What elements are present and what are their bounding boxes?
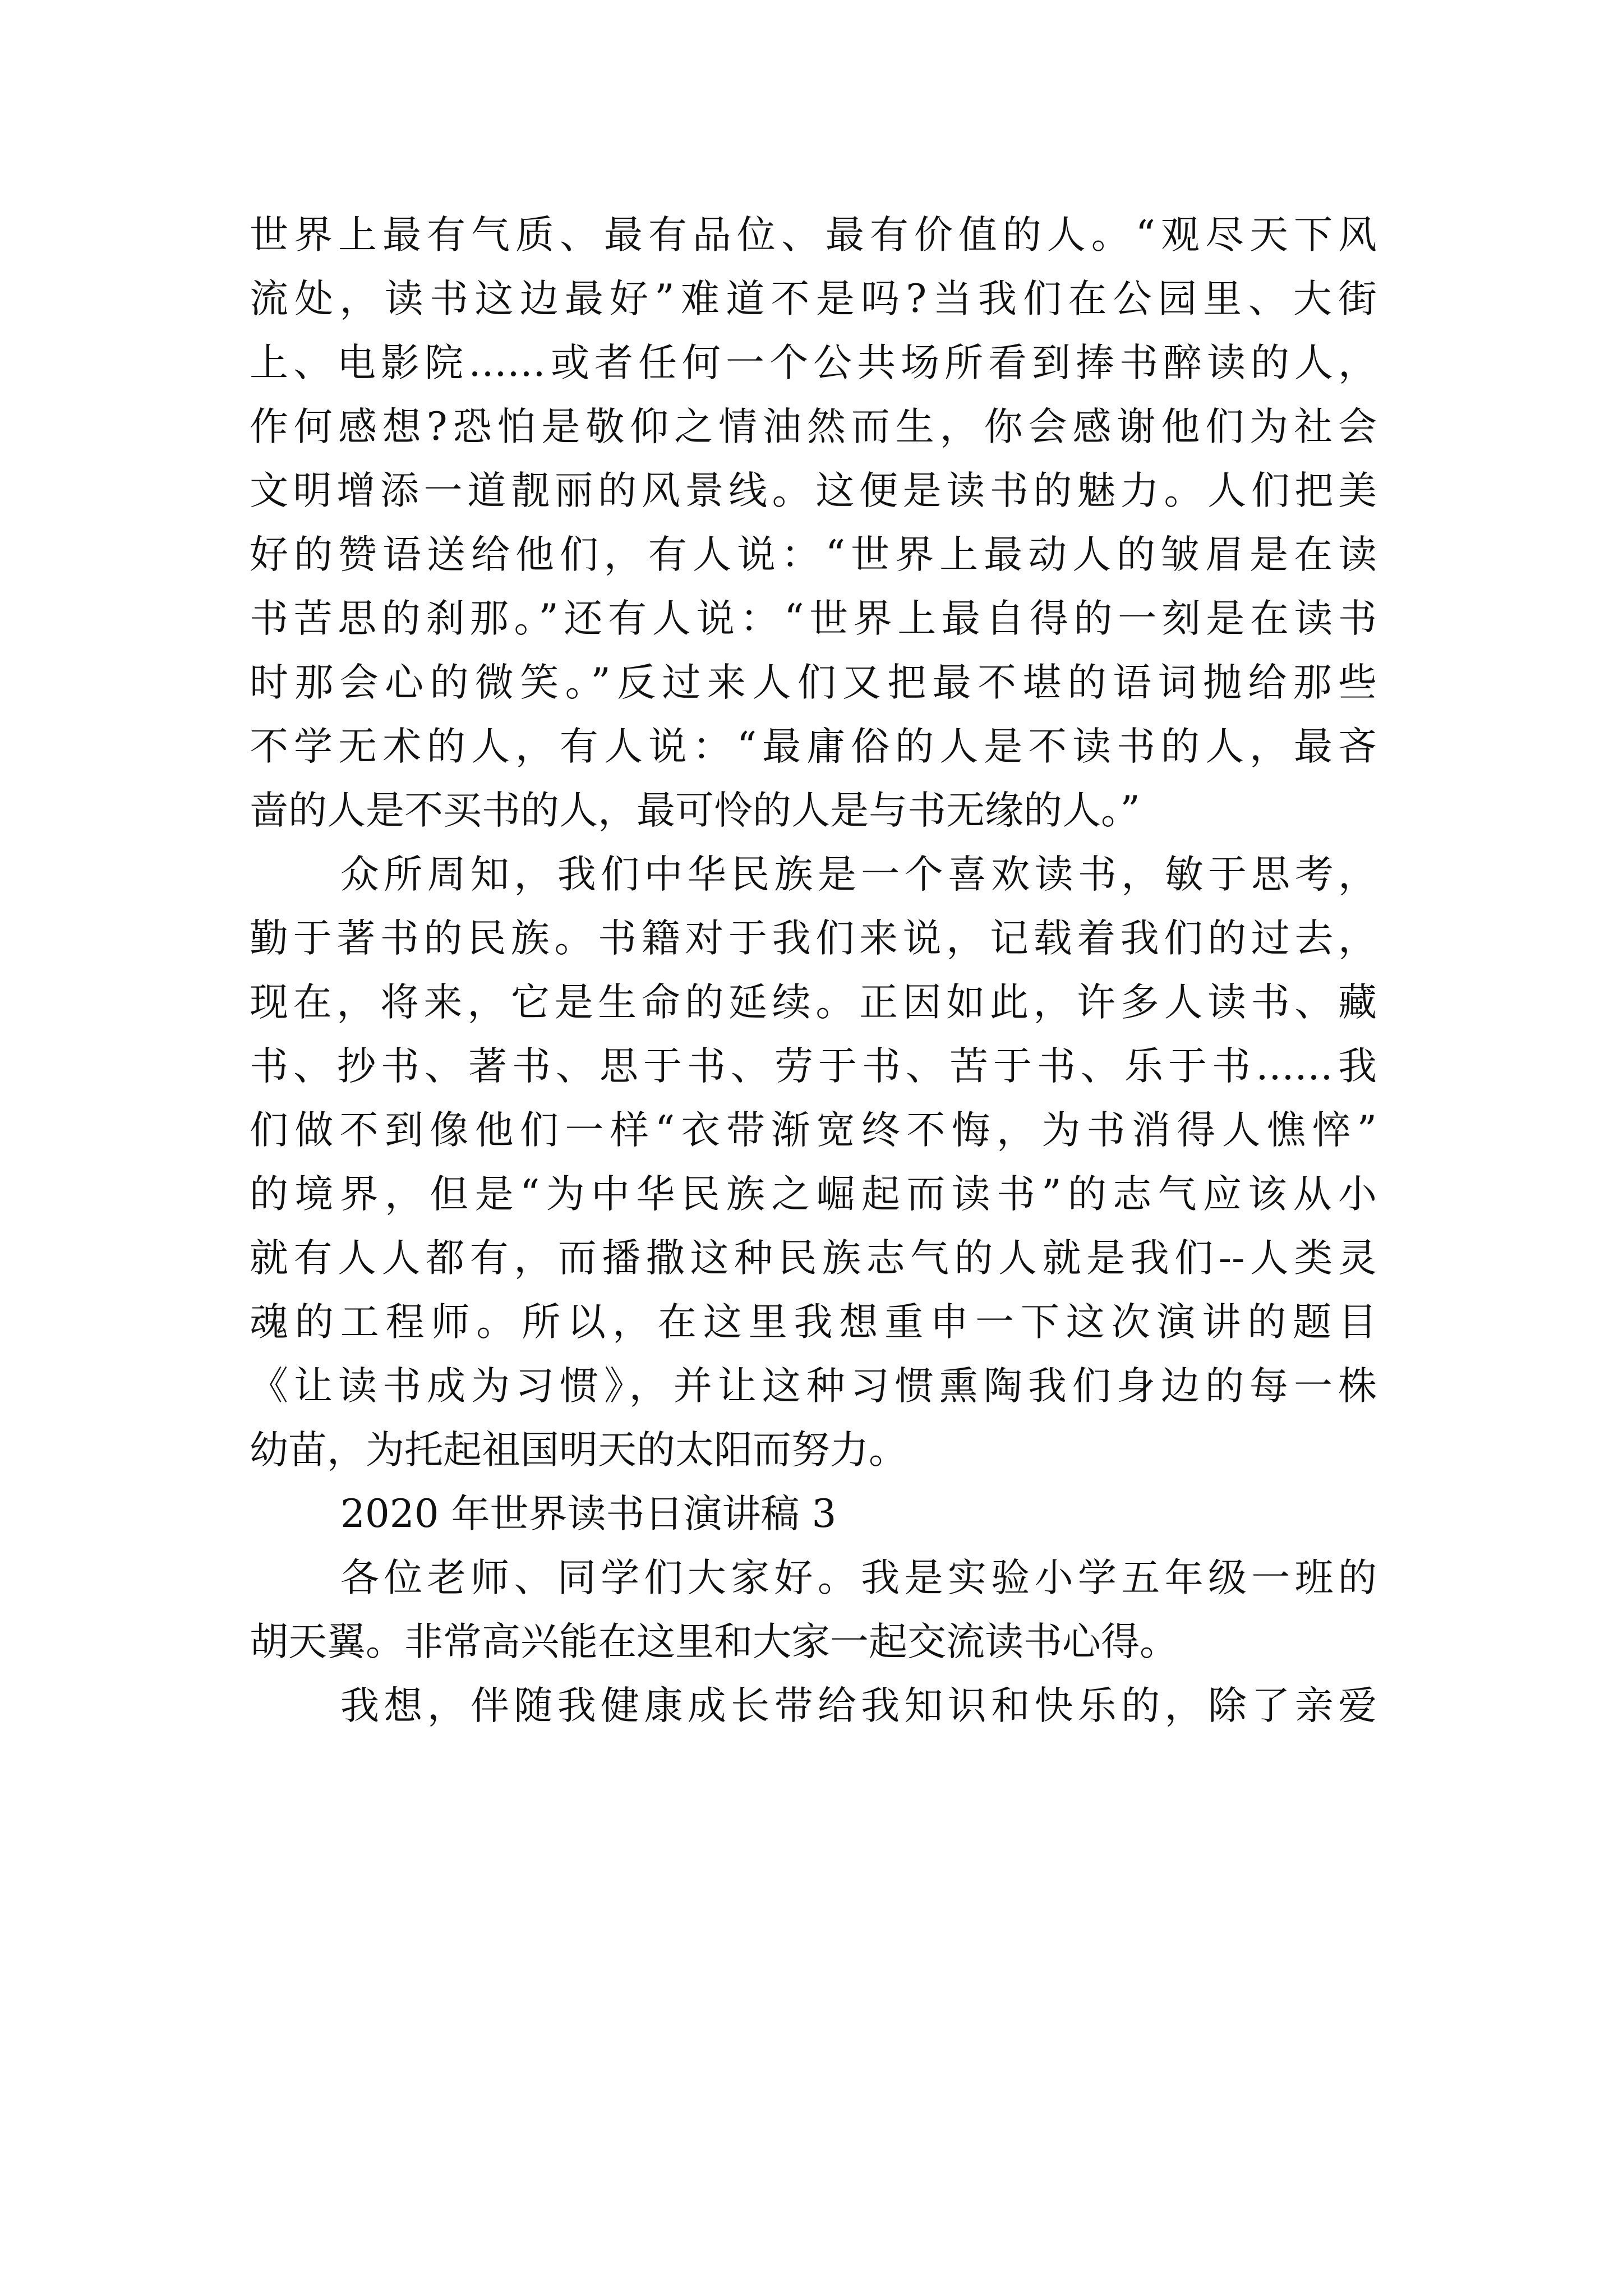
text-line-7: 书苦思的刹那。”还有人说：“世界上最自得的一刻是在读书 (250, 596, 1377, 641)
text-line-8: 时那会心的微笑。”反过来人们又把最不堪的语词抛给那些 (250, 660, 1377, 705)
text-line-17: 就有人人都有，而播撒这种民族志气的人就是我们--人类灵 (250, 1236, 1377, 1281)
text-line-11: 众所周知，我们中华民族是一个喜欢读书，敏于思考， (340, 852, 1377, 897)
section-heading: 2020 年世界读书日演讲稿 3 (340, 1492, 837, 1536)
text-line-14: 书、抄书、著书、思于书、劳于书、苦于书、乐于书……我 (250, 1044, 1377, 1089)
text-line-5: 文明增添一道靓丽的风景线。这便是读书的魅力。人们把美 (250, 468, 1377, 513)
text-line-12: 勤于著书的民族。书籍对于我们来说，记载着我们的过去， (250, 916, 1377, 961)
text-line-24: 我想，伴随我健康成长带给我知识和快乐的，除了亲爱 (340, 1683, 1377, 1728)
text-line-1: 世界上最有气质、最有品位、最有价值的人。“观尽天下风 (250, 213, 1377, 257)
text-line-23: 胡天翼。非常高兴能在这里和大家一起交流读书心得。 (250, 1619, 1178, 1664)
text-line-3: 上、电影院……或者任何一个公共场所看到捧书醉读的人， (250, 341, 1377, 385)
text-line-18: 魂的工程师。所以，在这里我想重申一下这次演讲的题目 (250, 1300, 1377, 1345)
text-line-2: 流处，读书这边最好”难道不是吗?当我们在公园里、大街 (250, 277, 1377, 321)
text-line-20: 幼苗，为托起祖国明天的太阳而努力。 (250, 1428, 907, 1473)
text-line-22: 各位老师、同学们大家好。我是实验小学五年级一班的 (340, 1556, 1377, 1600)
text-line-13: 现在，将来，它是生命的延续。正因如此，许多人读书、藏 (250, 980, 1377, 1025)
text-line-16: 的境界，但是“为中华民族之崛起而读书”的志气应该从小 (250, 1172, 1377, 1217)
text-line-9: 不学无术的人，有人说：“最庸俗的人是不读书的人，最吝 (250, 724, 1377, 769)
text-line-19: 《让读书成为习惯》，并让这种习惯熏陶我们身边的每一株 (250, 1364, 1377, 1409)
text-line-4: 作何感想?恐怕是敬仰之情油然而生，你会感谢他们为社会 (250, 404, 1377, 449)
body-text (250, 203, 1377, 1738)
text-line-15: 们做不到像他们一样“衣带渐宽终不悔，为书消得人憔悴” (250, 1108, 1377, 1153)
text-line-6: 好的赞语送给他们，有人说：“世界上最动人的皱眉是在读 (250, 532, 1377, 577)
text-line-10: 啬的人是不买书的人，最可怜的人是与书无缘的人。” (250, 788, 1140, 833)
